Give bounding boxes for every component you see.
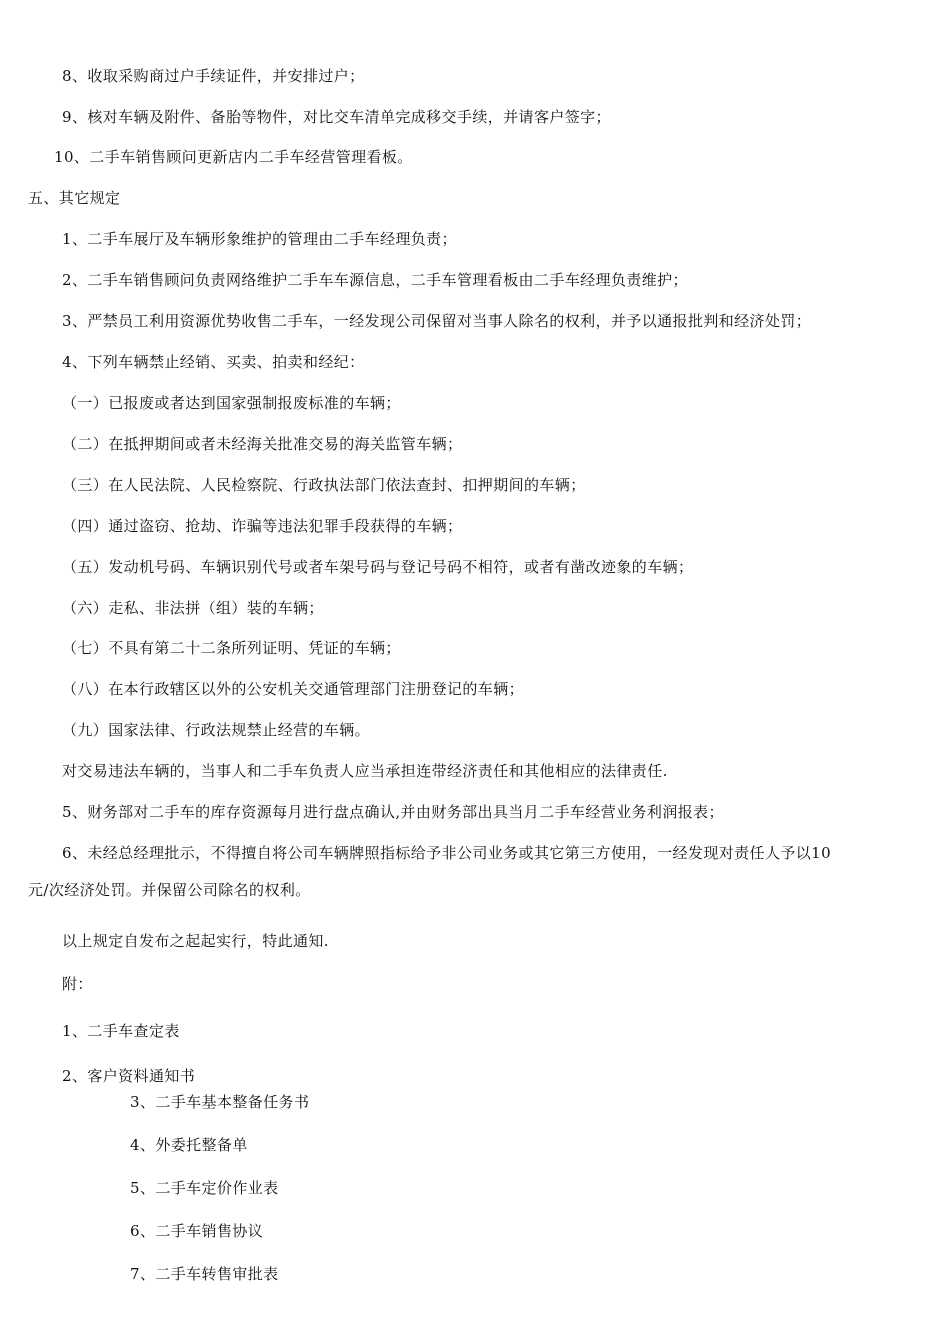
- attachment-item: 2、客户资料通知书: [62, 1067, 196, 1085]
- attachment-item: 5、二手车定价作业表: [130, 1179, 279, 1197]
- list-item: 1、二手车展厅及车辆形象维护的管理由二手车经理负责；: [62, 230, 457, 248]
- attachment-item: 1、二手车查定表: [62, 1022, 180, 1040]
- list-item: （五）发动机号码、车辆识别代号或者车架号码与登记号码不相符，或者有凿改迹象的车辆；: [62, 558, 694, 576]
- list-item: （二）在抵押期间或者未经海关批准交易的海关监管车辆；: [62, 435, 463, 453]
- list-item: 9、核对车辆及附件、备胎等物件，对比交车清单完成移交手续，并请客户签字；: [62, 108, 611, 126]
- attachment-item: 4、外委托整备单: [130, 1136, 248, 1154]
- list-item: （六）走私、非法拼（组）装的车辆；: [62, 599, 324, 617]
- attachment-item: 6、二手车销售协议: [130, 1222, 264, 1240]
- list-item: 10、二手车销售顾问更新店内二手车经营管理看板。: [54, 148, 413, 166]
- list-item: （一）已报废或者达到国家强制报废标准的车辆；: [62, 394, 401, 412]
- attachment-heading: 附：: [62, 975, 93, 993]
- list-item: 2、二手车销售顾问负责网络维护二手车车源信息，二手车管理看板由二手车经理负责维护；: [62, 271, 688, 289]
- paragraph: 以上规定自发布之起起实行，特此通知.: [62, 932, 329, 950]
- list-item: 8、收取采购商过户手续证件，并安排过户；: [62, 67, 365, 85]
- attachment-item: 3、二手车基本整备任务书: [130, 1093, 310, 1111]
- section-heading: 五、其它规定: [28, 189, 121, 207]
- list-item: （七）不具有第二十二条所列证明、凭证的车辆；: [62, 639, 401, 657]
- list-item: 6、未经总经理批示，不得擅自将公司车辆牌照指标给予非公司业务或其它第三方使用，一经发现对责任人予以10: [62, 844, 832, 862]
- attachment-item: 7、二手车转售审批表: [130, 1265, 279, 1283]
- list-item: 4、下列车辆禁止经销、买卖、拍卖和经纪：: [62, 353, 365, 371]
- list-item: （九）国家法律、行政法规禁止经营的车辆。: [62, 721, 371, 739]
- list-item: （四）通过盗窃、抢劫、诈骗等违法犯罪手段获得的车辆；: [62, 517, 463, 535]
- list-item: （八）在本行政辖区以外的公安机关交通管理部门注册登记的车辆；: [62, 680, 525, 698]
- list-item: 3、严禁员工利用资源优势收售二手车，一经发现公司保留对当事人除名的权利，并予以通报批判和经济处罚；: [62, 312, 812, 330]
- list-item: 5、财务部对二手车的库存资源每月进行盘点确认,并由财务部出具当月二手车经营业务利润报表；: [62, 803, 724, 821]
- list-item: （三）在人民法院、人民检察院、行政执法部门依法查封、扣押期间的车辆；: [62, 476, 586, 494]
- list-item-continuation: 元/次经济处罚。并保留公司除名的权利。: [28, 881, 311, 899]
- paragraph: 对交易违法车辆的，当事人和二手车负责人应当承担连带经济责任和其他相应的法律责任.: [62, 762, 668, 780]
